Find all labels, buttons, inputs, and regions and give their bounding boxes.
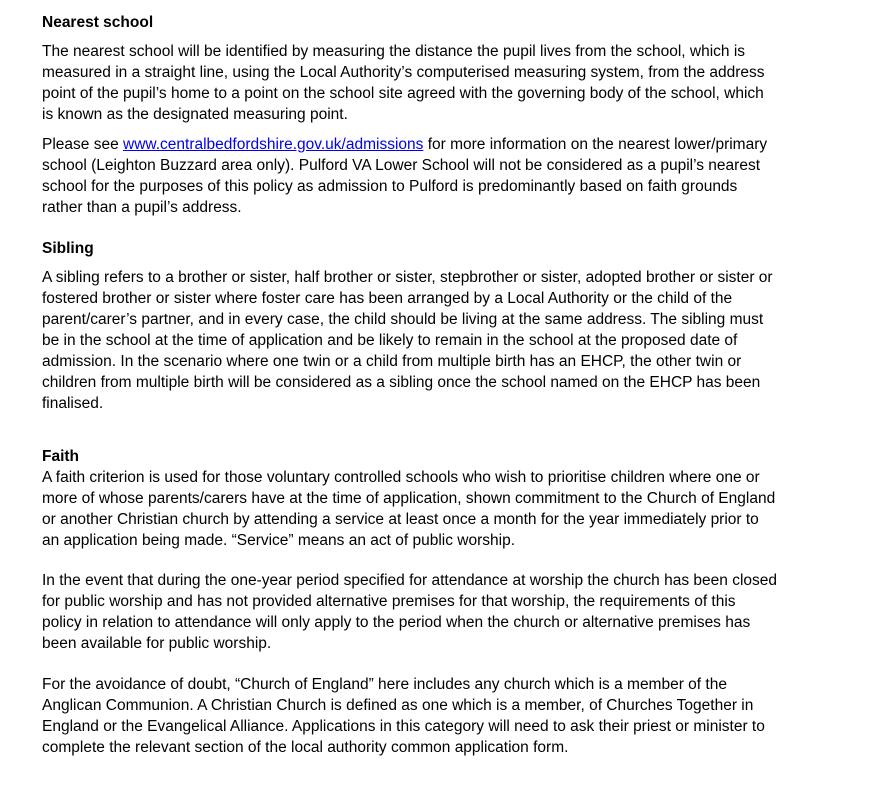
paragraph-sibling-definition bbox=[42, 267, 842, 414]
text-line: A sibling refers to a brother or sister, half brother or sister, stepbrother or sister, adopted brother or sister or bbox=[42, 269, 773, 286]
heading-faith: Faith bbox=[42, 448, 80, 465]
text-line: fostered brother or sister where foster care has been arranged by a Local Authority or the child of the bbox=[42, 290, 733, 307]
text-line: been available for public worship. bbox=[42, 635, 272, 652]
text-line: point of the pupil’s home to a point on the school site agreed with the governing body of the school, which bbox=[42, 85, 764, 102]
text-line: children from multiple birth will be considered as a sibling once the school named on the EHCP has been bbox=[42, 374, 761, 391]
admissions-link[interactable]: www.centralbedfordshire.gov.uk/admissions bbox=[123, 136, 424, 153]
text-line: or another Christian church by attending a service at least once a month for the year immediately prior to bbox=[42, 511, 759, 528]
text-line: be in the school at the time of application and be likely to remain in the school at the proposed date of bbox=[42, 332, 738, 349]
paragraph-nearest-school-see-more bbox=[42, 134, 842, 218]
text-line: policy in relation to attendance will only apply to the period when the church or alternative premises has bbox=[42, 614, 751, 631]
text-line: school for the purposes of this policy as admission to Pulford is predominantly based on faith grounds bbox=[42, 178, 738, 195]
text-line: school (Leighton Buzzard area only). Pulford VA Lower School will not be considered as a pupil’s nearest bbox=[42, 157, 761, 174]
paragraph-faith-criterion bbox=[42, 467, 842, 551]
paragraph-faith-church-of-england bbox=[42, 674, 842, 758]
text-line: Anglican Communion. A Christian Church is defined as one which is a member, of Churches Together in bbox=[42, 697, 754, 714]
text-line: measured in a straight line, using the Local Authority’s computerised measuring system, from the address bbox=[42, 64, 765, 81]
text-line: parent/carer’s partner, and in every case, the child should be living at the same address. The sibling must bbox=[42, 311, 764, 328]
heading-nearest-school: Nearest school bbox=[42, 14, 154, 31]
text-line: For the avoidance of doubt, “Church of England” here includes any church which is a member of the bbox=[42, 676, 727, 693]
text-fragment: Please see bbox=[42, 136, 123, 153]
text-line: an application being made. “Service” means an act of public worship. bbox=[42, 532, 516, 549]
text-line: complete the relevant section of the local authority common application form. bbox=[42, 739, 569, 756]
text-line: In the event that during the one-year period specified for attendance at worship the church has been closed bbox=[42, 572, 778, 589]
text-line: rather than a pupil’s address. bbox=[42, 199, 242, 216]
text-line: finalised. bbox=[42, 395, 104, 412]
paragraph-faith-church-closed bbox=[42, 570, 842, 654]
heading-sibling: Sibling bbox=[42, 240, 94, 257]
text-line: is known as the designated measuring point. bbox=[42, 106, 348, 123]
text-line: more of whose parents/carers have at the time of application, shown commitment to the Church of England bbox=[42, 490, 776, 507]
text-line: A faith criterion is used for those voluntary controlled schools who wish to prioritise children where one or bbox=[42, 469, 760, 486]
text-line: for public worship and has not provided alternative premises for that worship, the requirements of this bbox=[42, 593, 736, 610]
text-line: The nearest school will be identified by measuring the distance the pupil lives from the school, which is bbox=[42, 43, 746, 60]
text-fragment: for more information on the nearest lower/primary bbox=[423, 136, 768, 153]
text-line: England or the Evangelical Alliance. Applications in this category will need to ask their priest or minister to bbox=[42, 718, 765, 735]
text-line: admission. In the scenario where one twin or a child from multiple birth has an EHCP, the other twin or bbox=[42, 353, 742, 370]
text-line bbox=[42, 134, 842, 155]
paragraph-nearest-school-definition bbox=[42, 41, 842, 125]
